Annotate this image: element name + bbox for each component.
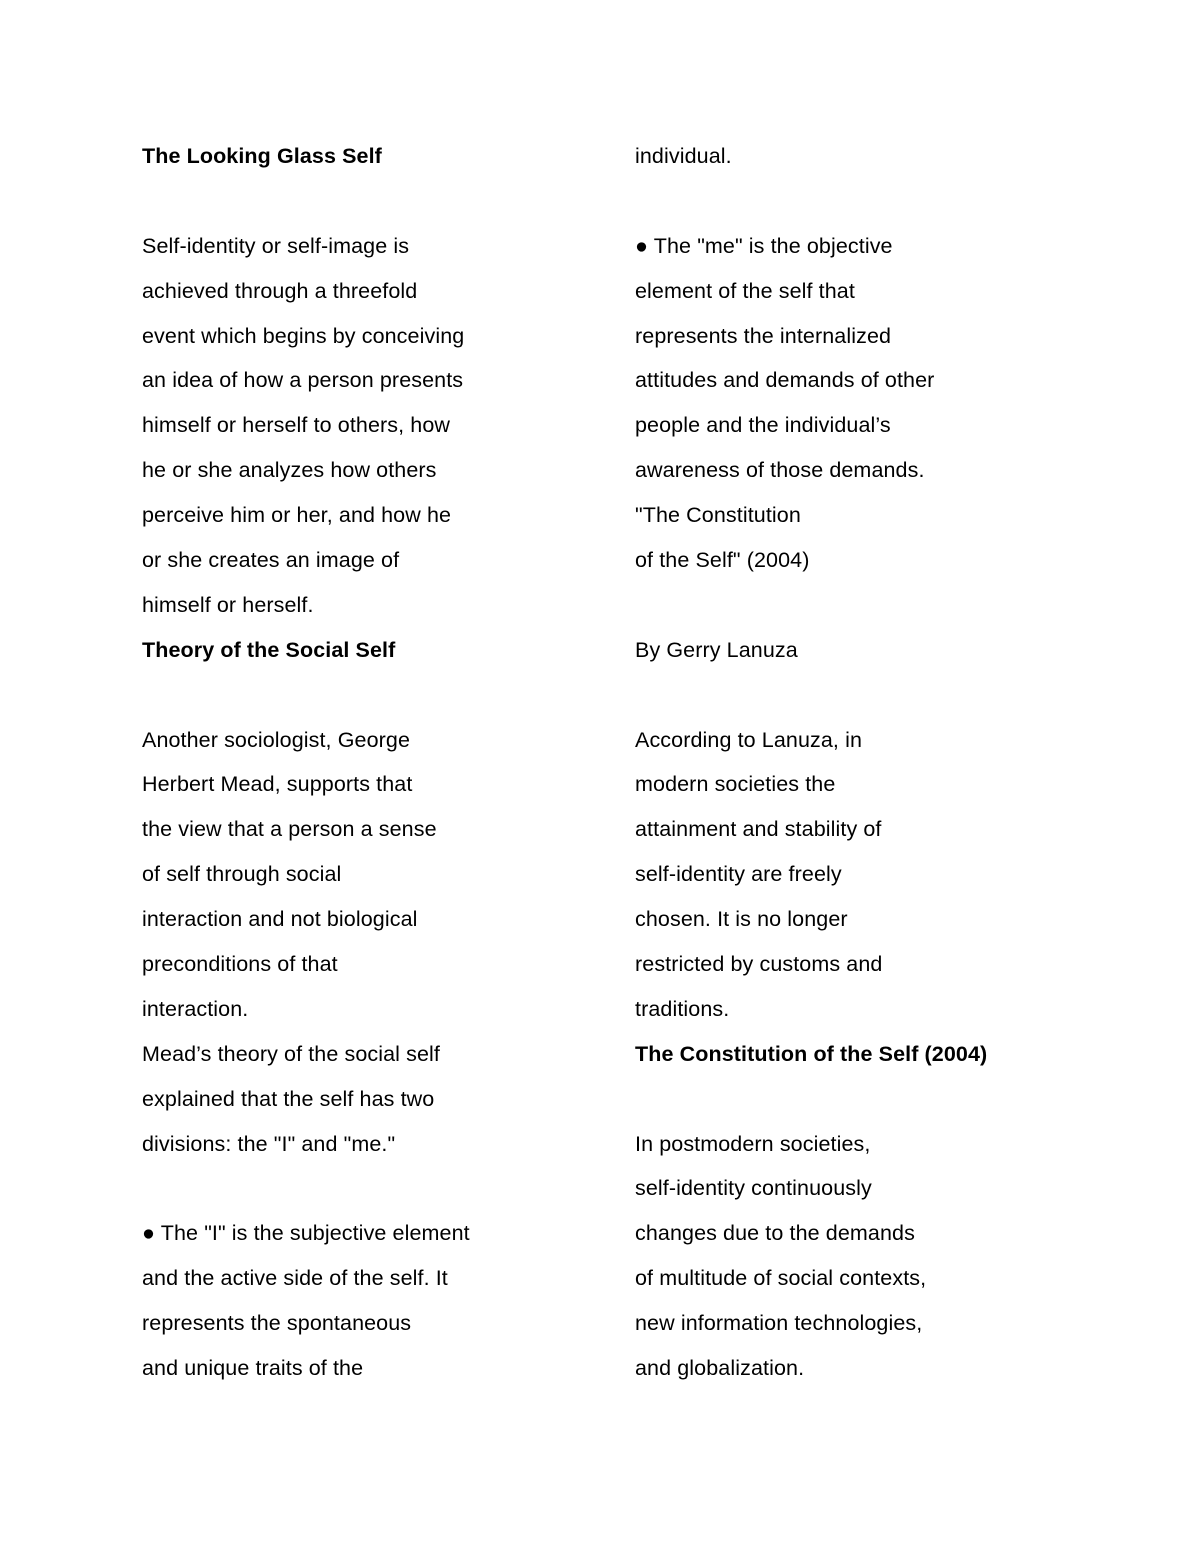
byline: By Gerry Lanuza: [635, 637, 798, 662]
text-line: ● The "I" is the subjective element: [142, 1221, 470, 1246]
text-line: and globalization.: [635, 1356, 805, 1381]
text-line: chosen. It is no longer: [635, 907, 848, 932]
text-line: interaction.: [142, 996, 249, 1021]
text-line: people and the individual’s: [635, 413, 891, 438]
text-line: achieved through a threefold: [142, 278, 418, 303]
text-line: represents the spontaneous: [142, 1311, 412, 1336]
text-line: changes due to the demands: [635, 1221, 915, 1246]
heading-looking-glass-self: The Looking Glass Self: [142, 144, 382, 168]
text-line: traditions.: [635, 996, 730, 1021]
text-line: himself or herself.: [142, 592, 314, 617]
text-line: of multitude of social contexts,: [635, 1266, 927, 1291]
text-line: element of the self that: [635, 278, 855, 303]
text-line: himself or herself to others, how: [142, 413, 451, 438]
spacer: [635, 1077, 1055, 1122]
right-column: [635, 134, 1055, 1391]
text-line: and unique traits of the: [142, 1356, 364, 1381]
paragraph-postmodern: [635, 1122, 1055, 1391]
heading-constitution-of-self: The Constitution of the Self (2004): [635, 1041, 988, 1066]
spacer: [142, 179, 582, 224]
text-line: ● The "me" is the objective: [635, 233, 893, 258]
paragraph-looking-glass-self: [142, 224, 582, 628]
spacer: [142, 1166, 582, 1211]
paragraph-lanuza-modern: [635, 718, 1055, 1032]
text-line: interaction and not biological: [142, 907, 418, 932]
left-column: [142, 134, 582, 1391]
spacer: [635, 673, 1055, 718]
text-line: preconditions of that: [142, 952, 338, 977]
text-line: self-identity continuously: [635, 1176, 872, 1201]
text-line: or she creates an image of: [142, 548, 400, 573]
heading-social-self: Theory of the Social Self: [142, 637, 396, 662]
text-line: and the active side of the self. It: [142, 1266, 448, 1291]
text-line: individual.: [635, 144, 732, 168]
text-line: attainment and stability of: [635, 817, 882, 842]
text-line: an idea of how a person presents: [142, 368, 464, 393]
text-line: restricted by customs and: [635, 952, 883, 977]
paragraph-social-self: [142, 718, 582, 1167]
bullet-i-subjective: [142, 1211, 582, 1391]
text-line: perceive him or her, and how he: [142, 503, 452, 528]
text-line: of self through social: [142, 862, 342, 887]
text-line: of the Self" (2004): [635, 548, 810, 573]
text-line: self-identity are freely: [635, 862, 842, 887]
spacer: [635, 179, 1055, 224]
text-line: new information technologies,: [635, 1311, 923, 1336]
spacer: [142, 673, 582, 718]
text-line: divisions: the "I" and "me.": [142, 1131, 396, 1156]
text-line: Herbert Mead, supports that: [142, 772, 413, 797]
text-line: Mead’s theory of the social self: [142, 1041, 440, 1066]
text-line: In postmodern societies,: [635, 1131, 871, 1156]
spacer: [635, 583, 1055, 628]
text-line: "The Constitution: [635, 503, 801, 528]
text-line: Another sociologist, George: [142, 727, 411, 752]
text-line: event which begins by conceiving: [142, 323, 465, 348]
text-line: attitudes and demands of other: [635, 368, 935, 393]
text-line: the view that a person a sense: [142, 817, 437, 842]
text-line: he or she analyzes how others: [142, 458, 437, 483]
text-line: Self-identity or self-image is: [142, 233, 410, 258]
text-line: represents the internalized: [635, 323, 892, 348]
text-line: awareness of those demands.: [635, 458, 925, 483]
text-line: explained that the self has two: [142, 1086, 435, 1111]
text-line: According to Lanuza, in: [635, 727, 862, 752]
bullet-me-objective: [635, 224, 1055, 583]
text-line: modern societies the: [635, 772, 836, 797]
